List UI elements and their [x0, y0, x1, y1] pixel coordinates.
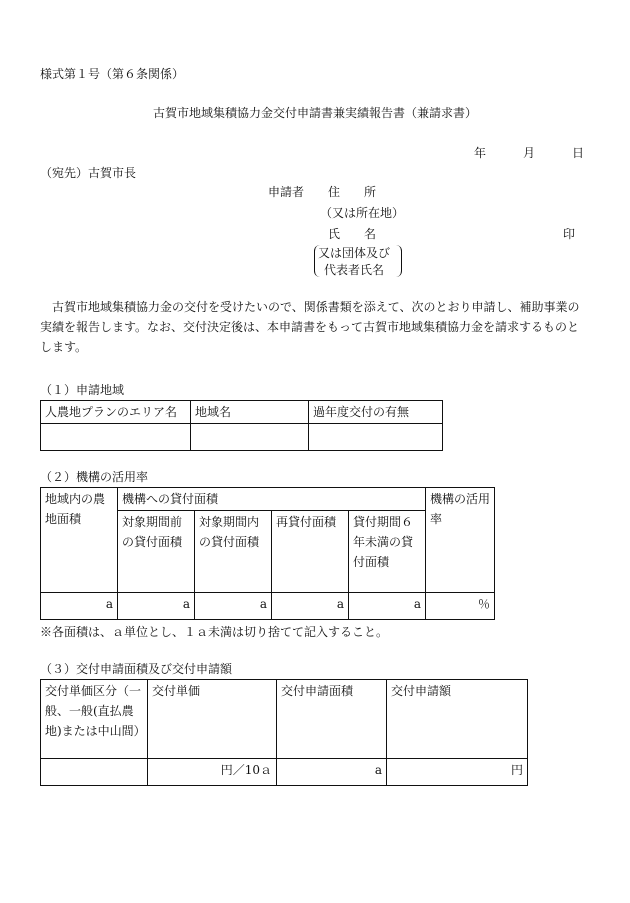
- header-region-name: 地域名: [191, 401, 309, 424]
- form-number: 様式第１号（第６条関係）: [40, 67, 185, 81]
- date-year: 年: [474, 146, 487, 160]
- name-alt-line1: 又は団体及び: [318, 246, 391, 260]
- seal-mark: 印: [563, 227, 576, 241]
- input-area-name[interactable]: [41, 424, 191, 451]
- input-lease-before[interactable]: a: [118, 593, 195, 620]
- input-lease-within[interactable]: a: [195, 593, 272, 620]
- input-apply-amount[interactable]: 円: [387, 759, 528, 786]
- header-lease-before: 対象期間前の貸付面積: [118, 511, 195, 593]
- header-utilization-rate: 機構の活用率: [426, 488, 495, 593]
- input-utilization-rate[interactable]: ％: [426, 593, 495, 620]
- header-unit-price: 交付単価: [148, 680, 277, 759]
- input-unit-class[interactable]: [41, 759, 148, 786]
- input-past-grant[interactable]: [309, 424, 443, 451]
- date-month: 月: [523, 146, 536, 160]
- header-lease-area: 機構への貸付面積: [118, 488, 426, 511]
- input-lease-under-6y[interactable]: a: [349, 593, 426, 620]
- section3-heading: （３）交付申請面積及び交付申請額: [40, 662, 233, 676]
- input-unit-price[interactable]: 円／10ａ: [148, 759, 277, 786]
- header-past-grant: 過年度交付の有無: [309, 401, 443, 424]
- name-label: 氏 名: [328, 227, 377, 241]
- address-alt-label: （又は所在地）: [320, 206, 405, 220]
- input-region-name[interactable]: [191, 424, 309, 451]
- section1-table: [40, 400, 443, 451]
- section2-heading: （２）機構の活用率: [40, 470, 149, 484]
- input-re-lease[interactable]: a: [272, 593, 349, 620]
- header-apply-amount: 交付申請額: [387, 680, 528, 759]
- addressee: （宛先）古賀市長: [40, 166, 137, 180]
- header-unit-class: 交付単価区分（一般、一般(直払農地)または中山間）: [41, 680, 148, 759]
- date-day: 日: [572, 146, 585, 160]
- header-lease-within: 対象期間内の貸付面積: [195, 511, 272, 593]
- name-alt-line2: 代表者氏名: [324, 263, 385, 277]
- header-lease-under-6y: 貸付期間６年未満の貸付面積: [349, 511, 426, 593]
- section3-table: [40, 679, 528, 786]
- header-area-name: 人農地プランのエリア名: [41, 401, 191, 424]
- header-re-lease: 再貸付面積: [272, 511, 349, 593]
- input-local-farmland[interactable]: a: [41, 593, 118, 620]
- body-paragraph: 古賀市地域集積協力金の交付を受けたいので、関係書類を添えて、次のとおり申請し、補助事業の実績を報告します。なお、交付決定後は、本申請書をもって古賀市地域集積協力金を請求するものとします。: [40, 300, 580, 354]
- address-label: 住 所: [328, 185, 377, 199]
- section2-table: [40, 487, 495, 620]
- applicant-label: 申請者: [268, 185, 305, 199]
- area-note: ※各面積は、ａ単位とし、１ａ未満は切り捨てて記入すること。: [40, 625, 389, 639]
- header-local-farmland: 地域内の農地面積: [41, 488, 118, 593]
- header-apply-area: 交付申請面積: [277, 680, 387, 759]
- input-apply-area[interactable]: a: [277, 759, 387, 786]
- section1-heading: （１）申請地域: [40, 383, 125, 397]
- document-title: 古賀市地域集積協力金交付申請書兼実績報告書（兼請求書）: [152, 106, 477, 120]
